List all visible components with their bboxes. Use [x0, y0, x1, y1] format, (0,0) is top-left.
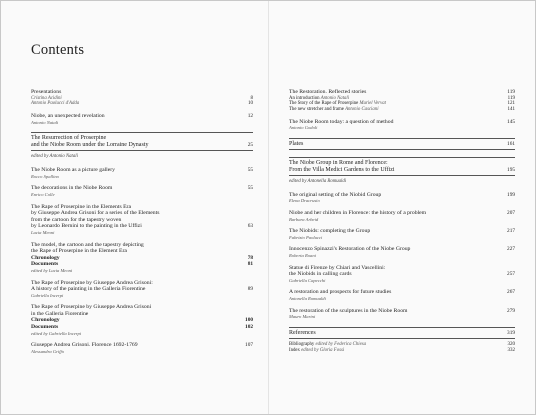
page-number: 332 — [507, 347, 515, 353]
entry-title-text: Statue di Firenze by Chiari and Vascellini: — [289, 264, 386, 271]
references-entry — [289, 342, 515, 353]
page-number: 319 — [507, 329, 515, 336]
section-editor: edited by Antonella Romualdi — [289, 178, 347, 184]
entry-title — [31, 304, 253, 311]
entry-title — [289, 271, 515, 278]
section-title-text: The Niobe Group in Rome and Florence: — [289, 159, 388, 166]
restoration-item-text: An introduction — [289, 95, 321, 101]
restoration-title — [289, 89, 515, 96]
section-title — [31, 135, 253, 142]
page-number: 145 — [507, 118, 515, 125]
entry-title-text: Giuseppe Andrea Grisoni. Florence 1692-1769 — [31, 342, 138, 349]
restoration-item-author: Muriel Vervat — [359, 101, 386, 107]
entry-title — [31, 167, 253, 174]
toc-entry — [289, 210, 515, 222]
restoration-item-author: Antonio Casciani — [345, 107, 379, 112]
entry-subsection — [31, 317, 253, 324]
entry-subsection — [31, 261, 253, 268]
reference-item — [289, 348, 515, 354]
entry-title-text: the Niobids in calling cards — [289, 271, 352, 278]
toc-entry — [289, 289, 515, 301]
entry-title — [289, 119, 515, 126]
restoration-item — [289, 107, 515, 113]
entry-author: Gabriella Incerpi — [31, 292, 64, 298]
entry-author: Rocco Spallino — [31, 173, 59, 179]
page-number: 89 — [247, 286, 253, 293]
entry-author: Fabrizio Paolucci — [289, 234, 323, 240]
entry-title — [289, 246, 515, 253]
entry-title-text: Niobe, an unexpected revelation — [31, 113, 105, 119]
entry-title-text: A history of the painting in the Galleria Fiorentine — [31, 286, 146, 293]
toc-entry — [31, 167, 253, 179]
entry-title — [289, 192, 515, 199]
section-title — [289, 167, 515, 174]
entry-title-text: the Rape of Proserpine in the Element Era — [31, 248, 127, 255]
entry-author: Antonio Natali — [31, 119, 59, 125]
page-number: 121 — [507, 101, 515, 107]
page-number: 161 — [507, 140, 515, 147]
page-number: 199 — [507, 191, 515, 198]
entry-title — [289, 210, 515, 217]
page-number: 195 — [507, 166, 515, 173]
entry-author: Antonio Godoli — [289, 125, 318, 131]
page-number: 227 — [507, 246, 515, 253]
entry-title-text: The Rape of Proserpine by Giuseppe Andrea Grisoni — [31, 304, 152, 311]
section-title — [31, 142, 253, 149]
entry-title — [31, 113, 253, 120]
presentations-label: Presentations — [31, 89, 62, 95]
section-heading — [31, 132, 253, 151]
presentations-entry — [31, 89, 253, 107]
page-number: 267 — [507, 289, 515, 296]
restoration-item-text: The Story of the Rape of Proserpine — [289, 101, 360, 107]
entry-title-text: The Rape of Proserpine by Giuseppe Andrea Grisoni: — [31, 279, 153, 286]
page-number: 257 — [507, 271, 515, 278]
toc-entry — [289, 246, 515, 258]
presentation-author: Cristina Acidini — [31, 95, 62, 101]
toc-entry — [31, 280, 253, 299]
page-number: 25 — [247, 142, 253, 149]
page-number: 100 — [245, 317, 253, 324]
entry-author: edited by Gabriella Incerpi — [31, 330, 82, 336]
page-number: 102 — [245, 324, 253, 331]
plates-title-text: Plates — [289, 140, 304, 147]
page-number: 81 — [247, 261, 253, 268]
toc-entry — [289, 308, 515, 320]
toc-entry — [289, 119, 515, 131]
page-number: 78 — [247, 254, 253, 261]
entry-title-text: A restoration and prospects for future studies — [289, 289, 392, 296]
entry-title-text: The original setting of the Niobid Group — [289, 191, 382, 198]
entry-title — [31, 185, 253, 192]
entry-title — [289, 289, 515, 296]
entry-subsection-text: Chronology — [31, 254, 60, 261]
page-number: 10 — [248, 101, 253, 107]
plates-title — [289, 141, 515, 148]
entry-title — [31, 223, 253, 230]
entry-author: Elena Dracrusio — [289, 198, 320, 204]
page-number: 320 — [507, 341, 515, 347]
toc-entry — [289, 192, 515, 204]
section-editor: edited by Antonio Natali — [31, 154, 78, 160]
entry-subsection-text: Chronology — [31, 317, 60, 324]
toc-entry — [289, 265, 515, 284]
restoration-item-author: Antonio Natali — [320, 95, 350, 101]
entry-title-text: The restoration of the sculptures in the Niobe Room — [289, 307, 408, 314]
entry-subsection-text: Documents — [31, 261, 59, 268]
entry-title-text: The Niobe Room as a picture gallery — [31, 167, 116, 174]
page-number: 107 — [245, 342, 253, 349]
entry-title-text: The model, the cartoon and the tapestry depicting — [31, 241, 144, 248]
section-heading — [289, 157, 515, 176]
entry-title-text: from the cartoon for the tapestry woven — [31, 216, 122, 223]
entry-subsection-text: Documents — [31, 324, 59, 331]
reference-item-text: Bibliography — [289, 341, 316, 347]
entry-title — [31, 311, 253, 318]
page-number: 12 — [247, 113, 253, 119]
section-title-text: The Resurrection of Proserpine — [31, 135, 107, 142]
page-number: 279 — [507, 307, 515, 314]
entry-author: Lucia Meoni — [31, 229, 55, 235]
page-number: 55 — [247, 185, 253, 192]
toc-entry — [31, 185, 253, 197]
reference-item-author: edited by Gloria Fossi — [301, 347, 345, 353]
entry-title — [289, 308, 515, 315]
entry-author: Alessandra Griffo — [31, 348, 65, 354]
page-title: Contents — [31, 42, 85, 58]
presentation-item — [31, 101, 253, 107]
entry-title — [31, 248, 253, 255]
right-toc-column — [289, 89, 515, 359]
references-title — [289, 330, 515, 337]
plates-heading — [289, 138, 515, 150]
entry-author: Barbara Arbeid — [289, 216, 319, 222]
page-number: 141 — [507, 107, 515, 112]
left-page — [1, 1, 268, 414]
section-title-text: and the Niobe Room under the Lorraine Dynasty — [31, 142, 149, 149]
entry-title-text: by Leonardo Bernini to the painting in the Uffizi — [31, 223, 142, 230]
references-title-text: References — [289, 329, 316, 336]
page-number: 217 — [507, 228, 515, 235]
entry-title — [31, 210, 253, 217]
page-number: 55 — [247, 167, 253, 174]
entry-subsection — [31, 255, 253, 262]
restoration-item-text: The new stretcher and frame — [289, 107, 346, 112]
entry-title — [31, 286, 253, 293]
entry-author: Antonella Romualdi — [289, 296, 326, 302]
entry-title — [289, 228, 515, 235]
entry-title-text: The decorations in the Niobe Room — [31, 185, 113, 192]
page-number: 119 — [507, 95, 515, 101]
entry-author: Enrico Colle — [31, 191, 55, 197]
toc-entry — [289, 228, 515, 240]
entry-title-text: by Giuseppe Andrea Grisoni for a series of the Elements — [31, 210, 160, 217]
page-number: 207 — [507, 210, 515, 217]
left-toc-column — [31, 89, 253, 360]
page-number: 119 — [507, 89, 515, 95]
toc-entry — [31, 204, 253, 236]
section-title-text: From the Villa Medici Gardens to the Uffizi — [289, 166, 395, 173]
reference-item-author: edited by Federica Chiesa — [315, 341, 367, 347]
references-heading — [289, 327, 515, 339]
reference-item-text: Index — [289, 347, 302, 353]
entry-title-text: The Niobids: completing the Group — [289, 228, 371, 235]
entry-title-text: in the Galleria Fiorentine — [31, 310, 89, 317]
entry-title-text: The Rape of Proserpine in the Elements Era — [31, 203, 131, 210]
toc-entry — [31, 342, 253, 354]
entry-author: Roberta Roani — [289, 253, 316, 259]
restoration-title-text: The Restoration. Reflected stories — [289, 89, 367, 95]
presentation-author: Antonio Paolucci d'Adda — [31, 101, 80, 107]
entry-title-text: Niobe and her children in Florence: the history of a problem — [289, 210, 427, 217]
page-number: 8 — [250, 95, 253, 101]
toc-entry — [31, 304, 253, 336]
entry-author: edited by Lucia Meoni — [31, 267, 73, 273]
entry-title-text: The Niobe Room today: a question of method — [289, 118, 394, 125]
entry-author: Gabriella Capecchi — [289, 277, 326, 283]
toc-entry — [31, 113, 253, 125]
restoration-entry — [289, 89, 515, 113]
section-title — [289, 160, 515, 167]
page-number: 63 — [247, 223, 253, 230]
entry-author: Mauro Marini — [289, 314, 316, 320]
entry-title — [31, 342, 253, 349]
entry-title — [289, 265, 515, 272]
toc-entry — [31, 242, 253, 274]
entry-subsection — [31, 324, 253, 331]
entry-title-text: Innocenzo Spinazzi's Restoration of the Niobe Group — [289, 246, 411, 253]
right-page — [269, 1, 535, 414]
